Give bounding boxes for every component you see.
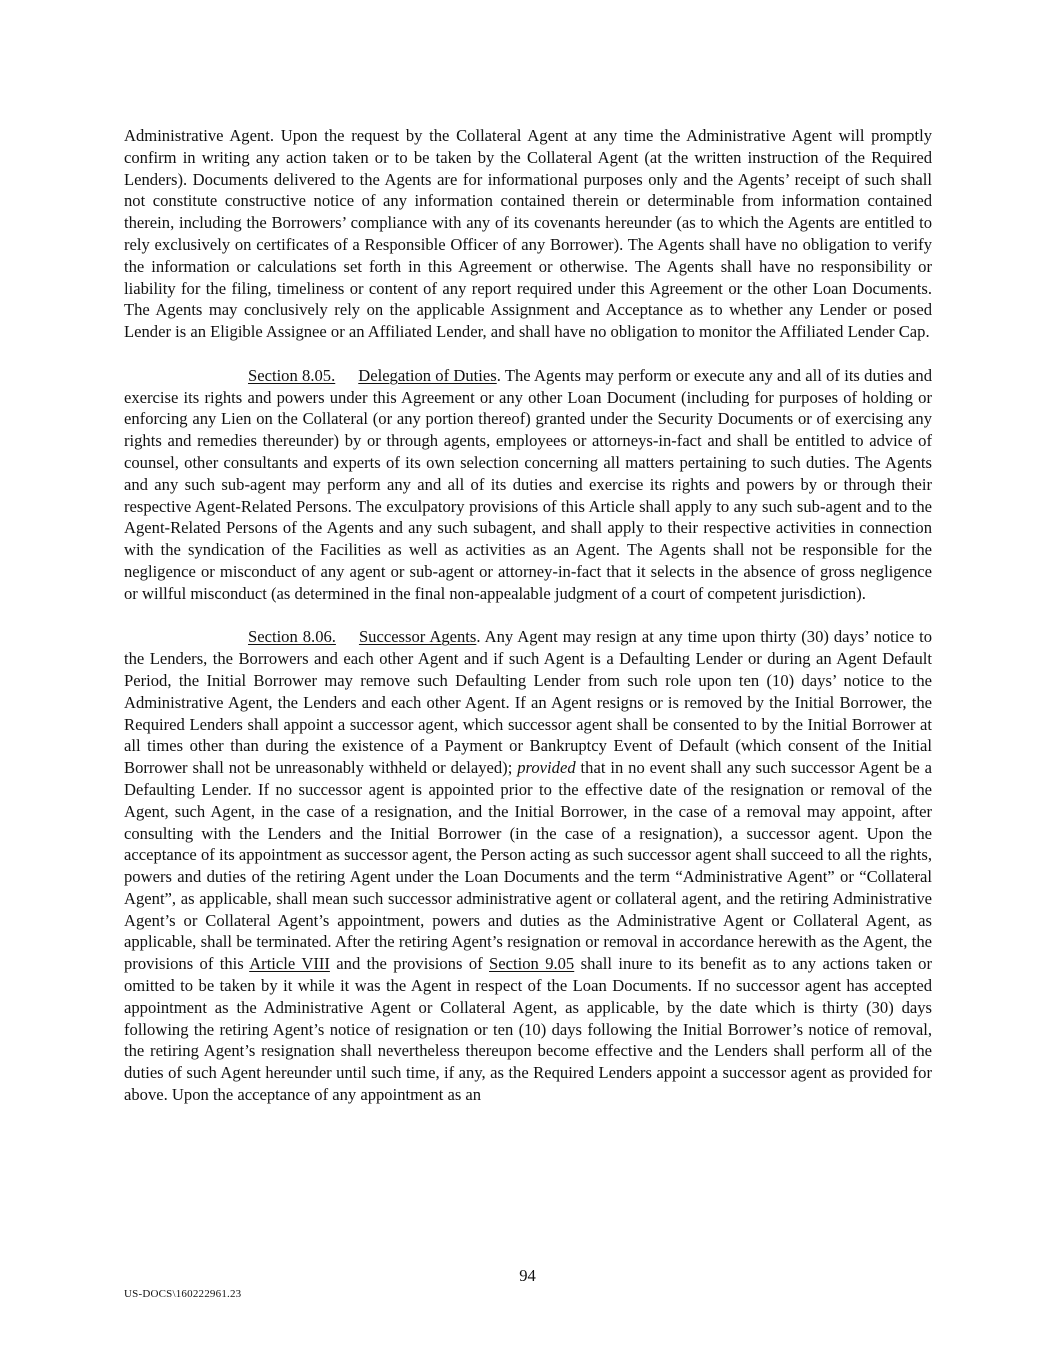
section-8-06-body-a: Any Agent may resign at any time upon thirty (30) days’ notice to the Lenders, the Borrowers and each other Agent and if such Agent is a Defaulting Lender or during an Agent Default Period, the Initial Borrower may remove such Defaulting Lender from such role upon ten (10) days’ notice to the Administrative Agent, the Lenders and each other Agent. If an Agent resigns or is removed by the Initial Borrower, the Required Lenders shall appoint a successor agent, which successor agent shall be consented to by the Initial Borrower at all times other than during the existence of a Payment or Bankruptcy Event of Default (which consent of the Initial Borrower shall not be unreasonably withheld or delayed); [124, 627, 932, 778]
section-8-06-title: Successor Agents [358, 627, 477, 647]
section-8-05-paragraph [124, 365, 932, 605]
section-8-05-number: Section 8.05. [248, 365, 336, 385]
document-page [124, 125, 932, 1106]
section-8-06-number: Section 8.06. [248, 627, 336, 647]
section-8-06-body-b: that in no event shall any such successor Agent be a Defaulting Lender. If no successor agent is appointed prior to the effective date of the resignation or removal of the Agent, such Agent, in the case of a resignation, and the Initial Borrower, in the case of a removal may appoint, after consulting with the Lenders and the Initial Borrower (in the case of a resignation), a successor agent. Upon the acceptance of its appointment as successor agent, the Person acting as such successor agent shall succeed to all the rights, powers and duties of the retiring Agent under the Loan Documents and the term “Administrative Agent” or “Collateral Agent”, as applicable, shall mean such successor administrative agent or collateral agent, and the retiring Administrative Agent’s or Collateral Agent’s appointment, powers and duties as the Administrative Agent or Collateral Agent, as applicable, shall be terminated. After the retiring Agent’s resignation or removal in accordance herewith as the Agent, the provisions of this [124, 758, 933, 974]
section-8-05-body: The Agents may perform or execute any and all of its duties and exercise its rights and powers under this Agreement or any other Loan Document (including for purposes of holding or enforcing any Lien on the Collateral (or any portion thereof) granted under the Security Documents or of exercising any rights and remedies thereunder) by or through agents, employees or attorneys-in-fact and shall be entitled to advice of counsel, other consultants and experts of its own selection concerning all matters pertaining to such duties. The Agents and any such sub-agent may perform any and all of its duties and exercise its rights and powers by or through their respective Agent-Related Persons. The exculpatory provisions of this Article shall apply to any such sub-agent and to the Agent-Related Persons of the Agents and any such subagent, and shall apply to their respective activities in connection with the syndication of the Facilities as well as activities as an Agent. The Agents shall not be responsible for the negligence or misconduct of any agent or sub-agent or attorney-in-fact that it selects in the absence of gross negligence or willful misconduct (as determined in the final non-appealable judgment of a court of competent jurisdiction). [124, 365, 933, 603]
paragraph-continuation: Administrative Agent. Upon the request by the Collateral Agent at any time the Administrative Agent will promptly confirm in writing any action taken or to be taken by the Collateral Agent (at the written instruction of the Required Lenders). Documents delivered to the Agents are for informational purposes only and the Agents’ receipt of such shall not constitute constructive notice of any information contained therein or determinable from information contained therein, including the Borrowers’ compliance with any of its covenants hereunder (as to which the Agents are entitled to rely exclusively on certificates of a Responsible Officer of any Borrower). The Agents shall have no obligation to verify the information or calculations set forth in this Agreement or otherwise. The Agents shall have no responsibility or liability for the filing, timeliness or content of any report required under this Agreement or the other Loan Documents. The Agents may conclusively rely on the applicable Assignment and Acceptance as to whether any Lender or posed Lender is an Eligible Assignee or an Affiliated Lender, and shall have no obligation to monitor the Affiliated Lender Cap. [124, 126, 932, 342]
section-8-06-title-period: . [476, 627, 481, 647]
section-8-05-title: Delegation of Duties [358, 365, 497, 385]
document-id: US-DOCS\160222961.23 [124, 1288, 242, 1300]
section-8-06-body-d: shall inure to its benefit as to any actions taken or omitted to be taken by it while it was the Agent in respect of the Loan Documents. If no successor agent has accepted appointment as the Administrative Agent or Collateral Agent, as applicable, by the date which is thirty (30) days following the retiring Agent’s notice of resignation or ten (10) days following the Initial Borrower’s notice of removal, the retiring Agent’s resignation shall nevertheless thereupon become effective and the Lenders shall perform all of the duties of such Agent hereunder until such time, if any, as the Required Lenders appoint a successor agent as provided for above. Upon the acceptance of any appointment as an [124, 954, 932, 1105]
section-8-05-title-period: . [496, 365, 501, 385]
section-8-06-paragraph [124, 626, 932, 1106]
article-viii-reference: Article VIII [249, 954, 330, 974]
section-8-06-body-c: and the provisions of [329, 954, 490, 974]
provided-term: provided [517, 758, 576, 778]
page-number: 94 [519, 1266, 536, 1285]
section-9-05-reference: Section 9.05 [489, 954, 575, 974]
